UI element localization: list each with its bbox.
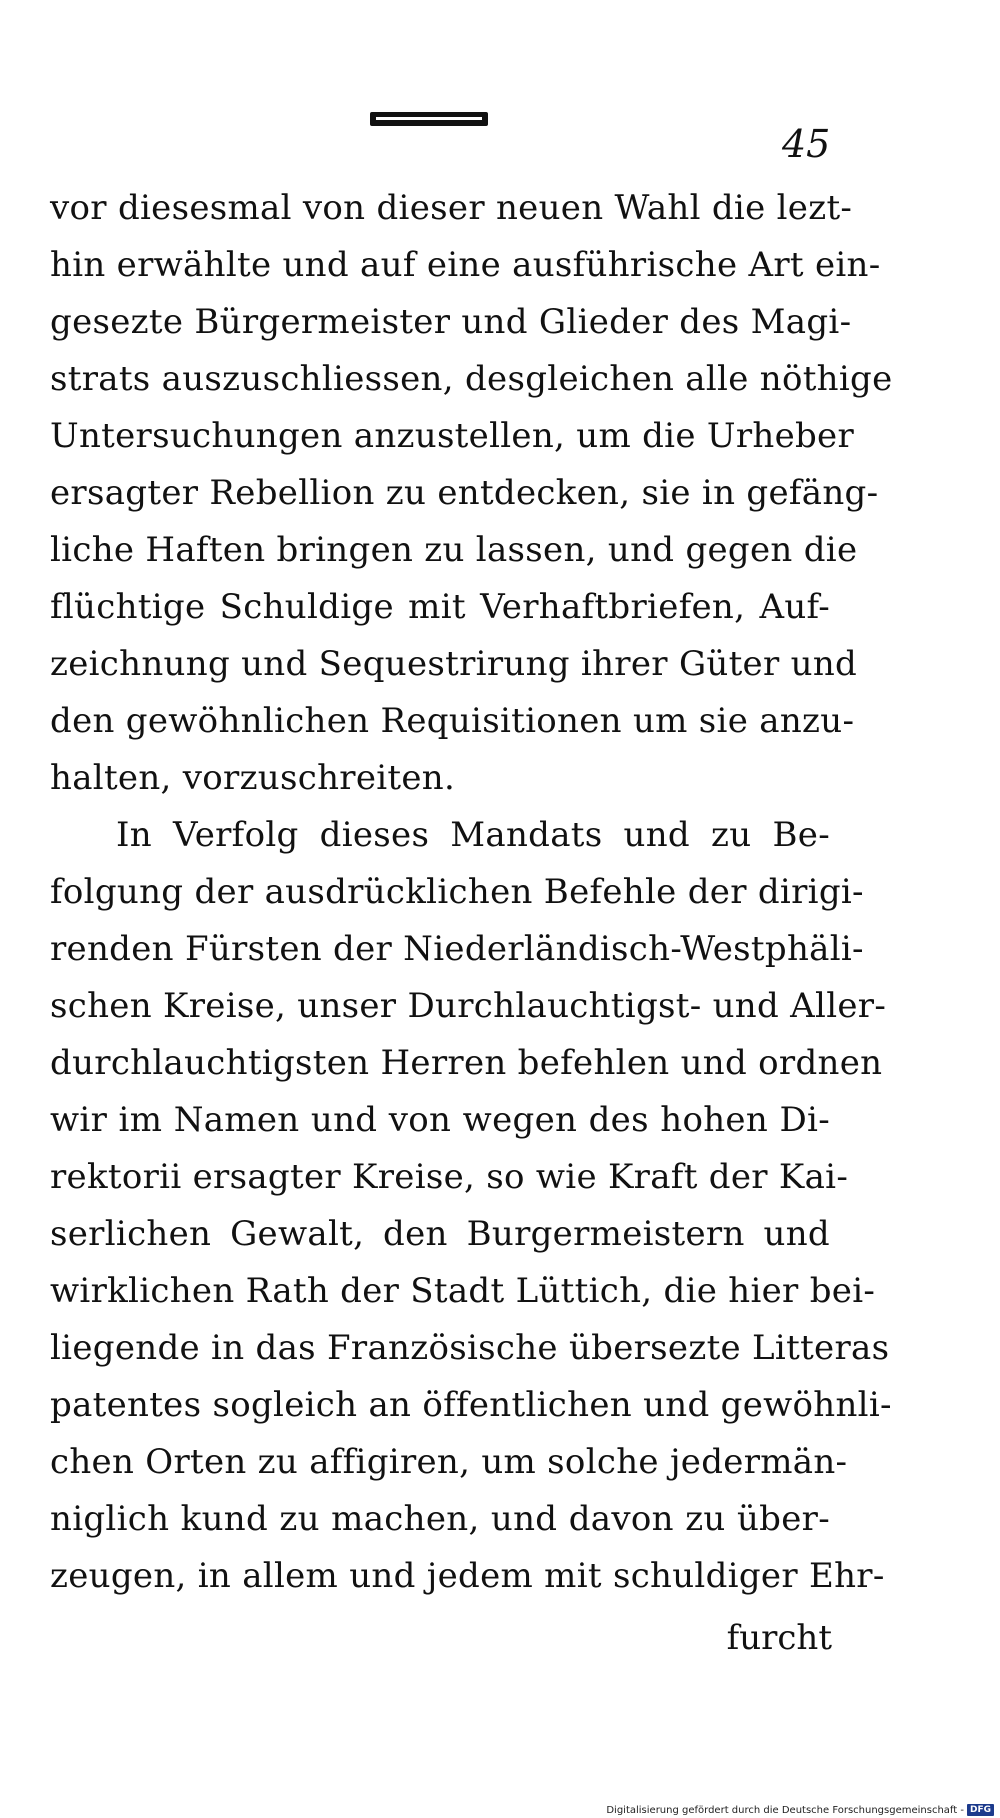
text-line: Untersuchungen anzustellen, um die Urheber bbox=[50, 416, 855, 456]
dfg-logo-icon: DFG bbox=[967, 1804, 994, 1816]
text-line: liegende in das Französische übersezte Litteras bbox=[50, 1328, 890, 1368]
body-text bbox=[50, 180, 893, 1605]
text-line: durchlauchtigsten Herren befehlen und ordnen bbox=[50, 1043, 883, 1083]
text-line: gesezte Bürgermeister und Glieder des Magi- bbox=[50, 302, 852, 342]
text-line: schen Kreise, unser Durchlauchtigst- und Aller- bbox=[50, 986, 887, 1026]
text-line: strats auszuschliessen, desgleichen alle nöthige bbox=[50, 359, 893, 399]
text-line: zeichnung und Sequestrirung ihrer Güter und bbox=[50, 644, 858, 684]
text-line: den gewöhnlichen Requisitionen um sie anzu- bbox=[50, 701, 855, 741]
text-line: niglich kund zu machen, und davon zu über- bbox=[50, 1499, 830, 1539]
page-number: 45 bbox=[782, 122, 831, 166]
text-line: renden Fürsten der Niederländisch-Westphäli- bbox=[50, 929, 864, 969]
text-line: zeugen, in allem und jedem mit schuldiger Ehr- bbox=[50, 1556, 885, 1596]
footer-text: Digitalisierung gefördert durch die Deutsche Forschungsgemeinschaft - bbox=[606, 1804, 964, 1816]
text-line: serlichen Gewalt, den Burgermeistern und bbox=[50, 1214, 830, 1254]
catchword: furcht bbox=[726, 1618, 832, 1658]
text-line: folgung der ausdrücklichen Befehle der dirigi- bbox=[50, 872, 864, 912]
text-line: In Verfolg dieses Mandats und zu Be- bbox=[116, 815, 830, 855]
text-line: rektorii ersagter Kreise, so wie Kraft der Kai- bbox=[50, 1157, 849, 1197]
header-rule bbox=[370, 112, 488, 126]
text-line: hin erwählte und auf eine ausführische Art ein- bbox=[50, 245, 881, 285]
text-line: chen Orten zu affigiren, um solche jedermän- bbox=[50, 1442, 848, 1482]
text-line: wir im Namen und von wegen des hohen Di- bbox=[50, 1100, 830, 1140]
text-line: patentes sogleich an öffentlichen und gewöhnli- bbox=[50, 1385, 892, 1425]
text-line: ersagter Rebellion zu entdecken, sie in gefäng- bbox=[50, 473, 879, 513]
text-line: halten, vorzuschreiten. bbox=[50, 758, 456, 798]
text-line: liche Haften bringen zu lassen, und gegen die bbox=[50, 530, 858, 570]
text-line: vor diesesmal von dieser neuen Wahl die lezt- bbox=[50, 188, 853, 228]
text-line: flüchtige Schuldige mit Verhaftbriefen, Auf- bbox=[50, 587, 830, 627]
text-line: wirklichen Rath der Stadt Lüttich, die hier bei- bbox=[50, 1271, 876, 1311]
digitization-footer bbox=[606, 1804, 994, 1816]
